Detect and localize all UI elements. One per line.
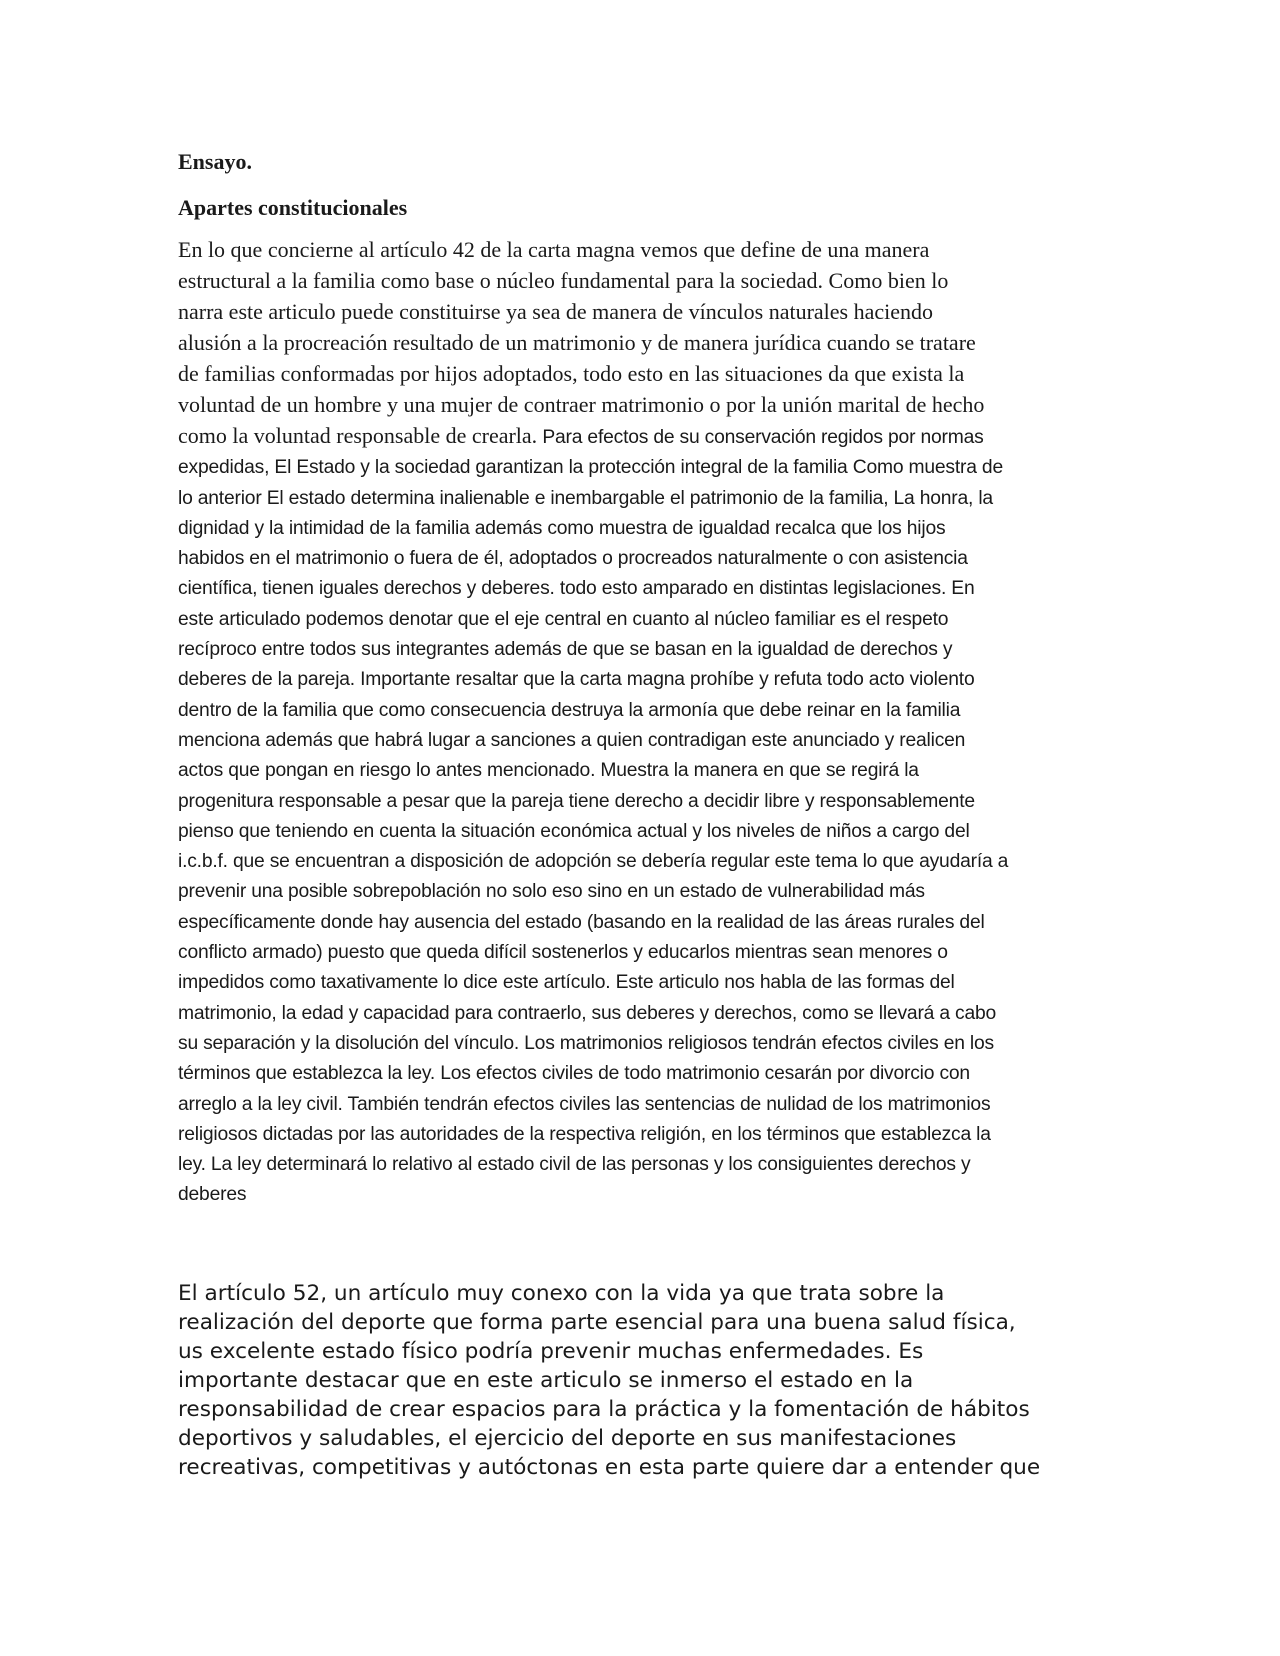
- paragraph-line: expedidas, El Estado y la sociedad garantizan la protección integral de la familia Como muestra de: [178, 457, 1003, 479]
- document-page: [178, 148, 1108, 1482]
- paragraph-line: científica, tienen iguales derechos y deberes. todo esto amparado en distintas legislaciones. En: [178, 578, 975, 600]
- paragraph-line: pienso que teniendo en cuenta la situación económica actual y los niveles de niños a cargo del: [178, 820, 970, 842]
- paragraph-line: dignidad y la intimidad de la familia además como muestra de igualdad recalca que los hijos: [178, 517, 946, 539]
- paragraph-article-52: [178, 1279, 1108, 1482]
- paragraph-line: conflicto armado) puesto que queda difícil sostenerlos y educarlos mientras sean menores o: [178, 942, 948, 964]
- paragraph-line: religiosos dictadas por las autoridades de la respectiva religión, en los términos que establezca la: [178, 1123, 991, 1145]
- paragraph-line: ley. La ley determinará lo relativo al estado civil de las personas y los consiguientes derechos y: [178, 1154, 971, 1176]
- paragraph-line: deportivos y saludables, el ejercicio del deporte en sus manifestaciones: [178, 1425, 957, 1451]
- paragraph-line: us excelente estado físico podría prevenir muchas enfermedades. Es: [178, 1338, 924, 1364]
- paragraph-line: de familias conformadas por hijos adoptados, todo esto en las situaciones da que exista la: [178, 361, 965, 386]
- paragraph-line: progenitura responsable a pesar que la pareja tiene derecho a decidir libre y responsablemente: [178, 790, 975, 812]
- paragraph-line: narra este articulo puede constituirse ya sea de manera de vínculos naturales haciendo: [178, 299, 934, 324]
- paragraph-line: términos que establezca la ley. Los efectos civiles de todo matrimonio cesarán por divorcio con: [178, 1063, 970, 1085]
- document-title: Ensayo.: [178, 149, 252, 174]
- paragraph-line: recreativas, competitivas y autóctonas en esta parte quiere dar a entender que: [178, 1454, 1041, 1480]
- paragraph-line: dentro de la familia que como consecuencia destruya la armonía que debe reinar en la familia: [178, 699, 961, 721]
- paragraph-line: deberes de la pareja. Importante resaltar que la carta magna prohíbe y refuta todo acto violento: [178, 669, 975, 691]
- paragraph-line: estructural a la familia como base o núcleo fundamental para la sociedad. Como bien lo: [178, 268, 949, 293]
- paragraph-line: prevenir una posible sobrepoblación no solo eso sino en un estado de vulnerabilidad más: [178, 881, 925, 903]
- paragraph-line: responsabilidad de crear espacios para la práctica y la fomentación de hábitos: [178, 1396, 1030, 1422]
- paragraph-line: alusión a la procreación resultado de un matrimonio y de manera jurídica cuando se tratare: [178, 330, 976, 355]
- paragraph-line: En lo que concierne al artículo 42 de la carta magna vemos que define de una manera: [178, 237, 930, 262]
- paragraph-line: específicamente donde hay ausencia del estado (basando en la realidad de las áreas rurales del: [178, 911, 985, 933]
- paragraph-line: realización del deporte que forma parte esencial para una buena salud física,: [178, 1309, 1016, 1335]
- paragraph-line: matrimonio, la edad y capacidad para contraerlo, sus deberes y derechos, como se llevará a cabo: [178, 1002, 997, 1024]
- paragraph-line: deberes: [178, 1184, 247, 1206]
- paragraph-line: impedidos como taxativamente lo dice este artículo. Este articulo nos habla de las formas del: [178, 972, 955, 994]
- paragraph-line: El artículo 52, un artículo muy conexo con la vida ya que trata sobre la: [178, 1280, 945, 1306]
- mixed-sans-run: Para efectos de su conservación regidos por normas: [537, 427, 984, 448]
- paragraph-line: recíproco entre todos sus integrantes además de que se basan en la igualdad de derechos y: [178, 639, 953, 661]
- paragraph-line: menciona además que habrá lugar a sanciones a quien contradigan este anunciado y realicen: [178, 729, 966, 751]
- paragraph-line: actos que pongan en riesgo lo antes mencionado. Muestra la manera en que se regirá la: [178, 760, 919, 782]
- paragraph-line: arreglo a la ley civil. También tendrán efectos civiles las sentencias de nulidad de los matrimonios: [178, 1093, 991, 1115]
- mixed-serif-run: como la voluntad responsable de crearla.: [178, 423, 538, 448]
- document-subtitle: Apartes constitucionales: [178, 195, 408, 220]
- paragraph-line: i.c.b.f. que se encuentran a disposición de adopción se debería regular este tema lo que ayudaría a: [178, 851, 1009, 873]
- paragraph-article-42: [178, 234, 1108, 1211]
- paragraph-line: este articulado podemos denotar que el eje central en cuanto al núcleo familiar es el respeto: [178, 608, 949, 630]
- paragraph-line: su separación y la disolución del vínculo. Los matrimonios religiosos tendrán efectos civiles en los: [178, 1032, 994, 1054]
- paragraph-line: voluntad de un hombre y una mujer de contraer matrimonio o por la unión marital de hecho: [178, 392, 985, 417]
- paragraph-line: habidos en el matrimonio o fuera de él, adoptados o procreados naturalmente o con asistencia: [178, 548, 968, 570]
- paragraph-line: lo anterior El estado determina inalienable e inembargable el patrimonio de la familia, La honra, la: [178, 487, 993, 509]
- paragraph-line: importante destacar que en este articulo se inmerso el estado en la: [178, 1367, 914, 1393]
- paragraph-line-mixed: [178, 420, 1108, 453]
- paragraph-spacer: [178, 1211, 1108, 1279]
